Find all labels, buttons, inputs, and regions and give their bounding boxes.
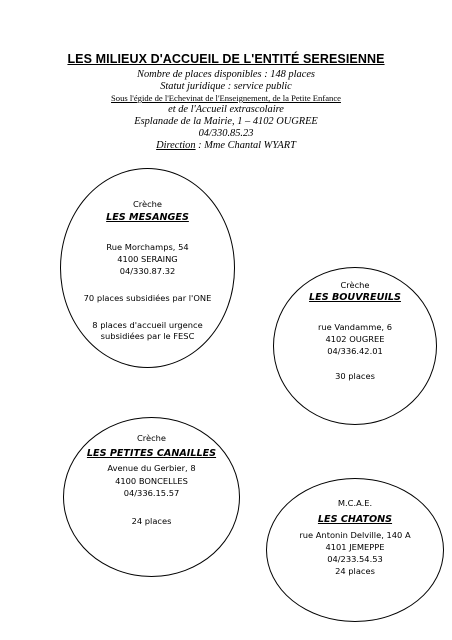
creche-capacity: 24 places [131,516,172,526]
creche-name: LES PETITES CANAILLES [86,448,217,459]
creche-city: 4101 JEMEPPE [325,542,385,552]
creche-type: Crèche [132,199,163,209]
direction-value: : Mme Chantal WYART [195,140,296,151]
creche-urgent-places: 8 places d'accueil urgence [92,320,203,330]
creche-phone: 04/336.42.01 [327,346,383,356]
creche-name: LES CHATONS [317,514,393,525]
direction-label: Direction [156,140,196,151]
creche-street: rue Vandamme, 6 [318,322,392,332]
creche-street: rue Antonin Delville, 140 A [299,530,411,540]
creche-type: M.C.A.E. [337,498,373,508]
address-line: Esplanade de la Mairie, 1 – 4102 OUGREE [134,116,318,127]
creche-phone: 04/336.15.57 [123,488,180,498]
creche-capacity: 30 places [335,371,375,381]
creche-type: Crèche [136,433,167,443]
creche-city: 4100 SERAING [117,254,178,264]
page-title: LES MILIEUX D'ACCUEIL DE L'ENTITÉ SERESIENNE [67,52,385,66]
creche-phone: 04/330.87.32 [119,266,176,276]
creche-capacity: 70 places subsidiées par l'ONE [83,293,212,303]
creche-urgent-subsidy: subsidiées par le FESC [100,331,195,341]
status-line: Statut juridique : service public [160,81,292,92]
document-header [0,52,452,152]
creche-phone: 04/233.54.53 [327,554,383,564]
creche-name: LES BOUVREUILS [309,292,401,303]
creche-city: 4100 BONCELLES [115,476,188,486]
creche-street: Rue Morchamps, 54 [106,242,189,252]
creche-street: Avenue du Gerbier, 8 [107,463,196,473]
creche-capacity: 24 places [335,566,375,576]
creche-type: Crèche [340,280,370,290]
egide-line: Sous l'égide de l'Echevinat de l'Enseignement, de la Petite Enfance [111,93,341,103]
creche-name: LES MESANGES [106,212,189,223]
creche-city: 4102 OUGREE [325,334,385,344]
accueil-line: et de l'Accueil extrascolaire [168,104,284,115]
places-line: Nombre de places disponibles : 148 places [137,69,315,80]
phone-line: 04/330.85.23 [198,128,254,139]
direction-line [0,140,452,152]
